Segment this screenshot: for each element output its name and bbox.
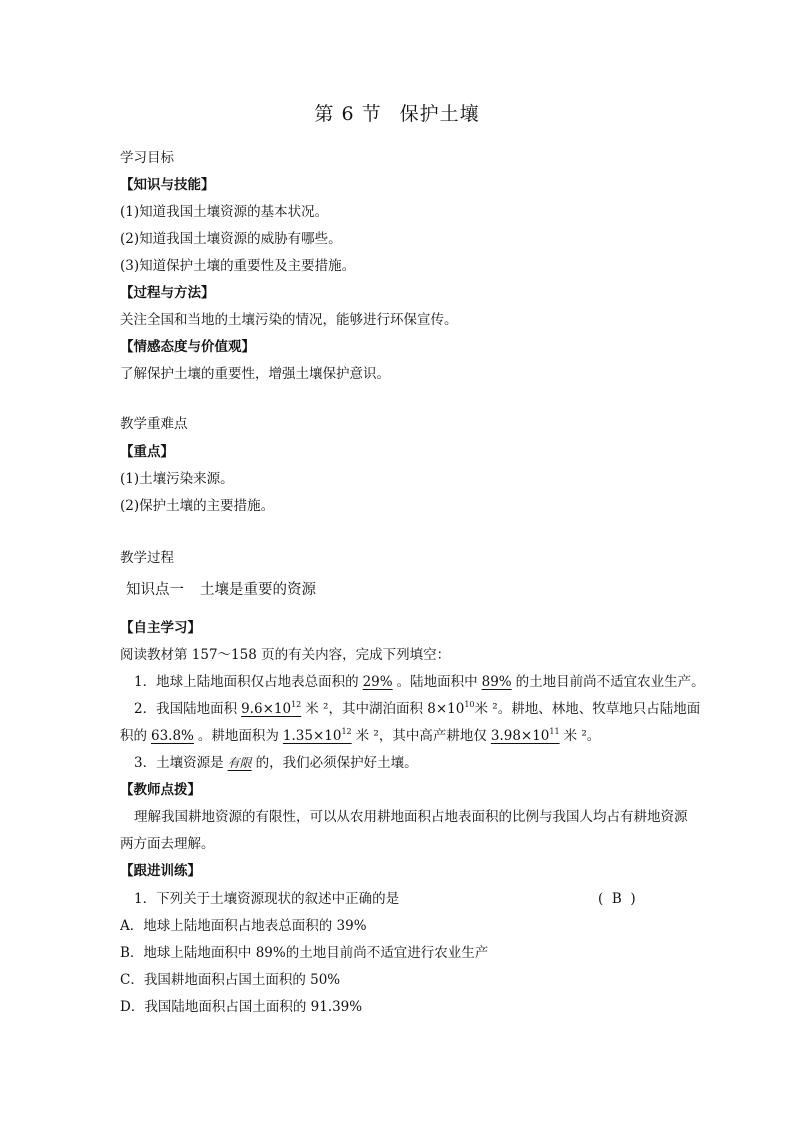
fill-question-1: 1．地球上陆地面积仅占地表总面积的 29% 。陆地面积中 89% 的土地目前尚不适宜农业生产。 [134,674,705,690]
option-c: C．我国耕地面积占国土面积的 50% [120,972,341,988]
teacher-tip-heading: 【教师点拨】 [120,782,201,798]
fill-blank-farmland-ratio: 63.8% [151,728,194,744]
knowledge-point-title [126,581,316,599]
page-title [0,101,794,127]
process-method-heading: 【过程与方法】 [120,285,215,301]
fill-question-2-line-2: 积的 63.8% 。耕地面积为 $1.35\times 10^{12}$ 米 ²，其中高产耕地仅 $3.98\times 10^{11}$ 米 ²。 [120,727,601,744]
training-heading: 【跟进训练】 [120,863,201,879]
difficulty-heading: 教学重难点 [120,416,188,432]
fill-question-3: 3．土壤资源是 有限 的，我们必须保护好土壤。 [134,755,418,771]
option-b: B．地球上陆地面积中 89%的土地目前尚不适宜进行农业生产 [120,945,489,961]
knowledge-point-label: 知识点一 [126,582,184,598]
key-point-1: (1)土壤污染来源。 [120,471,234,487]
knowledge-heading: 【知识与技能】 [120,177,215,193]
knowledge-item-2: (2)知道我国土壤资源的威胁有哪些。 [120,231,342,247]
teacher-tip-line-2: 两方面去理解。 [120,836,215,852]
fill-blank-farmland-area: $1.35\times 10^{12}$ [282,727,352,744]
objectives-heading: 学习目标 [120,150,174,166]
attitude-heading: 【情感态度与价值观】 [120,339,255,355]
knowledge-point-name: 土壤是重要的资源 [200,582,316,598]
fill-blank-land-area: $9.6\times 10^{12}$ [241,700,302,717]
option-a: A．地球上陆地面积占地表总面积的 39% [120,918,367,934]
fill-blank-high-yield-area: $3.98\times 10^{11}$ [490,727,560,744]
section-name: 保护土壤 [399,103,480,125]
fill-blank-unsuitable-ratio: 89% [481,674,512,690]
key-point-2: (2)保护土壤的主要措施。 [120,498,275,514]
key-points-heading: 【重点】 [120,444,174,460]
option-d: D．我国陆地面积占国土面积的 91.39% [120,999,363,1015]
knowledge-item-3: (3)知道保护土壤的重要性及主要措施。 [120,258,356,274]
reading-instruction: 阅读教材第 157～158 页的有关内容，完成下列填空： [120,647,451,663]
attitude-text: 了解保护土壤的重要性，增强土壤保护意识。 [120,366,390,382]
answer-bracket: ( B ) [598,891,636,907]
training-question: 1．下列关于土壤资源现状的叙述中正确的是 [134,891,400,907]
fill-blank-limited: 有限 [227,756,252,770]
fill-blank-land-ratio: 29% [362,674,393,690]
knowledge-item-1: (1)知道我国土壤资源的基本状况。 [120,204,329,220]
self-study-heading: 【自主学习】 [120,620,201,636]
process-method-text: 关注全国和当地的土壤污染的情况，能够进行环保宣传。 [120,312,458,328]
teacher-tip-line-1: 理解我国耕地资源的有限性，可以从农用耕地面积占地表面积的比例与我国人均占有耕地资源 [134,809,688,825]
teaching-process-heading: 教学过程 [120,550,174,566]
fill-question-2-line-1: 2．我国陆地面积 $9.6\times 10^{12}$ 米 ²，其中湖泊面积 $8\times 10^{10}$米 ²。耕地、林地、牧草地只占陆地面 [134,700,701,717]
section-number: 第 6 节 [314,103,382,125]
